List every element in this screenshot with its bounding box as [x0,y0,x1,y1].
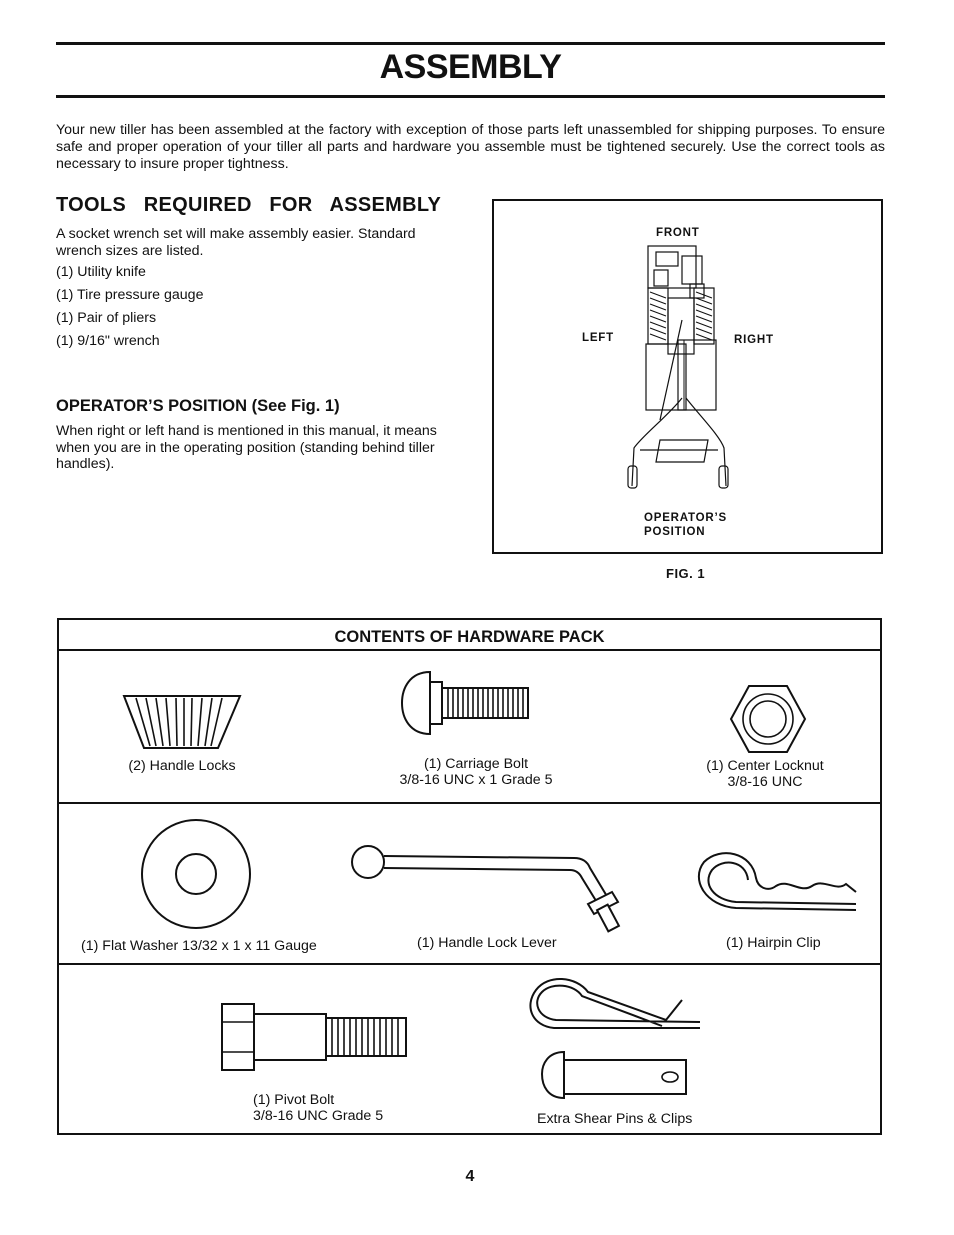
flat-washer-drawing [140,818,252,930]
operator-position-text: When right or left hand is mentioned in this manual, it means when you are in the operating position (standing behind tiller handles). [56,423,437,472]
hairpin-clip-label: (1) Hairpin Clip [726,935,821,951]
handle-lock-lever-drawing [350,844,630,932]
handle-locks-drawing [122,692,242,750]
tool-item: (1) Pair of pliers [56,310,157,326]
table-divider [57,963,882,965]
tool-item: (1) Tire pressure gauge [56,287,204,303]
pivot-bolt-label: (1) Pivot Bolt 3/8-16 UNC Grade 5 [253,1092,384,1124]
shear-pins-label: Extra Shear Pins & Clips [537,1111,693,1127]
hardware-pack-title: CONTENTS OF HARDWARE PACK [334,628,605,646]
shear-pin-drawing [542,1050,690,1100]
table-divider [57,802,882,804]
handle-lock-lever-label: (1) Handle Lock Lever [417,935,557,951]
carriage-bolt-drawing [402,668,532,738]
label-operator-position: OPERATOR’S POSITION [644,512,727,538]
flat-washer-label: (1) Flat Washer 13/32 x 1 x 11 Gauge [81,938,317,954]
top-rule [56,42,885,45]
center-locknut-label: (1) Center Locknut 3/8-16 UNC [706,758,824,790]
tools-heading: TOOLS REQUIRED FOR ASSEMBLY [56,194,442,216]
title-underline [56,95,885,98]
label-front: FRONT [656,227,700,239]
label-left: LEFT [582,332,614,344]
operator-position-heading: OPERATOR’S POSITION (See Fig. 1) [56,397,340,415]
intro-paragraph: Your new tiller has been assembled at the factory with exception of those parts left unassembled for shipping purposes. To ensure safe and proper operation of your tiller all parts and hardware you assemble must be tightened securely. Use the correct tools as necessary to insure proper tightness. [56,122,885,172]
tool-item: (1) Utility knife [56,264,146,280]
hairpin-clip-drawing [696,848,858,914]
tool-item: (1) 9/16" wrench [56,333,160,349]
pivot-bolt-drawing [220,1002,410,1072]
tiller-top-view-drawing [620,240,730,500]
handle-locks-label: (2) Handle Locks [128,758,236,774]
page-title: ASSEMBLY [379,48,562,86]
table-divider [57,649,882,651]
label-right: RIGHT [734,334,774,346]
figure-caption: FIG. 1 [666,566,706,581]
center-locknut-drawing [730,684,806,754]
carriage-bolt-label: (1) Carriage Bolt 3/8-16 UNC x 1 Grade 5 [399,756,553,788]
tools-intro: A socket wrench set will make assembly easier. Standard wrench sizes are listed. [56,226,416,259]
page-number: 4 [465,1168,475,1185]
shear-pin-clip-drawing [526,972,702,1032]
